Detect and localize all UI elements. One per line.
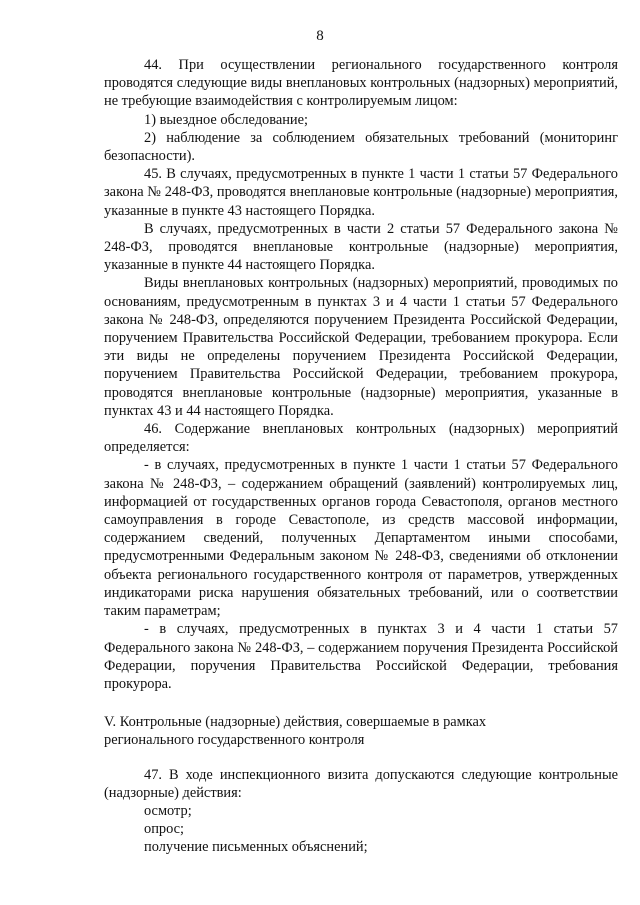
paragraph-46: 46. Содержание внеплановых контрольных (надзорных) мероприятий определяется: <box>104 421 618 456</box>
section-heading-line-1: V. Контрольные (надзорные) действия, совершаемые в рамках <box>104 714 487 731</box>
list-item-field-survey: 1) выездное обследование; <box>144 111 308 128</box>
paragraph-45-part-2: В случаях, предусмотренных в части 2 статьи 57 Федерального закона № 248-ФЗ, проводятся внеплановые контрольные (надзорные) мероприятия, указанные в пункте 44 настоящего Порядка. <box>104 220 618 274</box>
section-heading <box>104 713 618 749</box>
paragraph-45: 45. В случаях, предусмотренных в пункте 1 части 1 статьи 57 Федерального закона № 248-ФЗ, проводятся внеплановые контрольные (надзорные) мероприятия, указанные в пункте 43 настоящего Порядка. <box>104 166 618 219</box>
document-body <box>104 56 618 857</box>
list-item-written-explanations: получение письменных объяснений; <box>144 839 368 856</box>
list-item-survey: опрос; <box>144 821 185 838</box>
paragraph-44: 44. При осуществлении регионального государственного контроля проводятся следующие виды внеплановых контрольных (надзорных) мероприятий, не требующие взаимодействия с контролируемым лицом: <box>104 57 618 110</box>
paragraph-47: 47. В ходе инспекционного визита допускаются следующие контрольные (надзорные) действия: <box>104 766 618 801</box>
page-number: 8 <box>316 28 324 44</box>
paragraph-45-part-3: Виды внеплановых контрольных (надзорных) мероприятий, проводимых по основаниям, предусмотренным в пунктах 3 и 4 части 1 статьи 57 Федерального закона № 248-ФЗ, определяются поручением Президента Российской Федерации, поручением Правительства Российской Федерации, требованием прокурора. Если эти виды не определены поручением Президента Российской Федерации, поручением Правительства Российской Федерации, требованием прокурора, проводятся внеплановые контрольные (надзорные) мероприятия, указанные в пунктах 43 и 44 настоящего Порядка. <box>104 275 618 419</box>
list-item-inspection: осмотр; <box>144 802 192 819</box>
paragraph-46-item-1: - в случаях, предусмотренных в пункте 1 части 1 статьи 57 Федерального закона № 248-ФЗ, – содержанием обращений (заявлений) контролируемых лиц, информацией от государственных органов города Севастополя, органов местного самоуправления в городе Севастополе, из средств массовой информации, содержанием сведений, полученных Департаментом иными способами, предусмотренными Федеральным законом № 248-ФЗ, сведениями об отклонении объекта регионального государственного контроля от параметров, утвержденных индикаторами риска нарушения обязательных требований, или о соответствии таким параметрам; <box>104 457 618 620</box>
section-heading-line-2: регионального государственного контроля <box>104 732 365 749</box>
list-item-monitoring: 2) наблюдение за соблюдением обязательных требований (мониторинг безопасности). <box>104 129 618 165</box>
paragraph-46-item-2: - в случаях, предусмотренных в пунктах 3 и 4 части 1 статьи 57 Федерального закона № 248-ФЗ, – содержанием поручения Президента Российской Федерации, поручения Правительства Российской Федерации, требования прокурора. <box>104 621 618 692</box>
